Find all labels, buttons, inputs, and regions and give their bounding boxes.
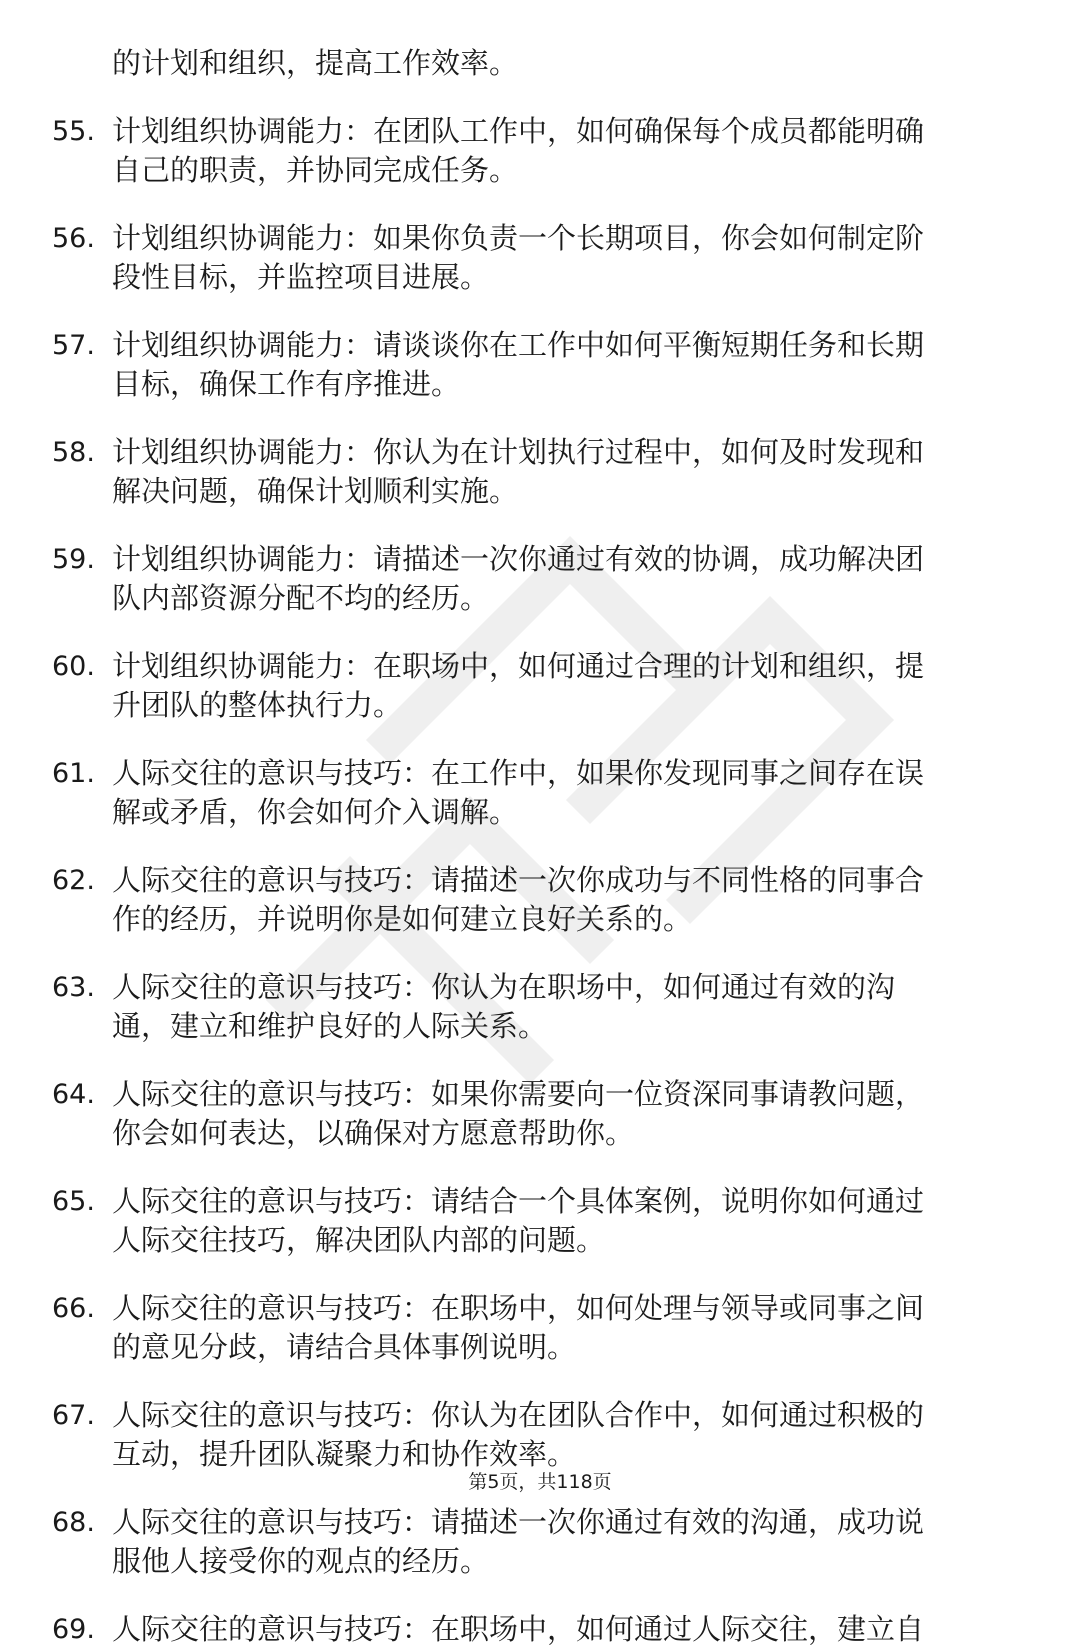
question-text-line: 人际交往的意识与技巧：请结合一个具体案例，说明你如何通过 bbox=[112, 1184, 925, 1218]
question-text-line: 计划组织协调能力：如果你负责一个长期项目，你会如何制定阶 bbox=[112, 221, 925, 255]
question-text-line: 的意见分歧，请结合具体事例说明。 bbox=[112, 1330, 577, 1364]
question-number: 61. bbox=[52, 758, 95, 789]
question-text-line: 通，建立和维护良好的人际关系。 bbox=[112, 1009, 548, 1043]
question-number: 60. bbox=[52, 651, 95, 682]
question-text bbox=[112, 968, 1012, 1046]
question-text-line: 人际交往的意识与技巧：你认为在职场中，如何通过有效的沟 bbox=[112, 970, 896, 1004]
question-text-line: 作的经历，并说明你是如何建立良好关系的。 bbox=[112, 902, 693, 936]
question-item bbox=[52, 861, 1012, 939]
question-text bbox=[112, 1289, 1012, 1367]
question-text bbox=[112, 1182, 1012, 1260]
question-number: 69. bbox=[52, 1614, 95, 1645]
question-text-line: 服他人接受你的观点的经历。 bbox=[112, 1544, 490, 1578]
question-text-line: 目标，确保工作有序推进。 bbox=[112, 367, 461, 401]
question-item bbox=[52, 647, 1012, 725]
question-item bbox=[52, 112, 1012, 190]
question-text-line: 人际交往技巧，解决团队内部的问题。 bbox=[112, 1223, 606, 1257]
question-text bbox=[112, 647, 1012, 725]
question-number: 56. bbox=[52, 223, 95, 254]
question-text-line: 人际交往的意识与技巧：你认为在团队合作中，如何通过积极的 bbox=[112, 1398, 925, 1432]
question-item bbox=[52, 326, 1012, 404]
question-text bbox=[112, 1396, 1012, 1474]
question-text bbox=[112, 112, 1012, 190]
question-text-line: 人际交往的意识与技巧：如果你需要向一位资深同事请教问题， bbox=[112, 1077, 925, 1111]
question-number: 66. bbox=[52, 1293, 95, 1324]
continuation-line: 的计划和组织，提高工作效率。 bbox=[112, 46, 519, 80]
question-text-line: 人际交往的意识与技巧：在工作中，如果你发现同事之间存在误 bbox=[112, 756, 925, 790]
question-item bbox=[52, 1610, 1012, 1649]
question-text-line: 计划组织协调能力：请谈谈你在工作中如何平衡短期任务和长期 bbox=[112, 328, 925, 362]
question-text-line: 升团队的整体执行力。 bbox=[112, 688, 403, 722]
question-text-line: 解或矛盾，你会如何介入调解。 bbox=[112, 795, 519, 829]
question-number: 65. bbox=[52, 1186, 95, 1217]
question-text-line: 队内部资源分配不均的经历。 bbox=[112, 581, 490, 615]
question-text-line: 你会如何表达，以确保对方愿意帮助你。 bbox=[112, 1116, 635, 1150]
question-number: 57. bbox=[52, 330, 95, 361]
question-number: 67. bbox=[52, 1400, 95, 1431]
page-footer: 第5页，共118页 bbox=[468, 1471, 612, 1493]
question-text-line: 人际交往的意识与技巧：请描述一次你成功与不同性格的同事合 bbox=[112, 863, 925, 897]
question-number: 64. bbox=[52, 1079, 95, 1110]
question-item bbox=[52, 433, 1012, 511]
question-text bbox=[112, 326, 1012, 404]
question-item bbox=[52, 1075, 1012, 1153]
question-item bbox=[52, 219, 1012, 297]
question-text-line: 段性目标，并监控项目进展。 bbox=[112, 260, 490, 294]
question-number: 55. bbox=[52, 116, 95, 147]
question-text bbox=[112, 219, 1012, 297]
question-item bbox=[52, 1503, 1012, 1581]
question-item bbox=[52, 1289, 1012, 1367]
question-text-line: 自己的职责，并协同完成任务。 bbox=[112, 153, 519, 187]
question-number: 63. bbox=[52, 972, 95, 1003]
question-text-line: 计划组织协调能力：你认为在计划执行过程中，如何及时发现和 bbox=[112, 435, 925, 469]
question-item bbox=[52, 1396, 1012, 1474]
question-text-line: 计划组织协调能力：在职场中，如何通过合理的计划和组织，提 bbox=[112, 649, 925, 683]
question-text bbox=[112, 1503, 1012, 1581]
question-text-line: 人际交往的意识与技巧：请描述一次你通过有效的沟通，成功说 bbox=[112, 1505, 925, 1539]
question-text-line: 人际交往的意识与技巧：在职场中，如何处理与领导或同事之间 bbox=[112, 1291, 925, 1325]
question-item bbox=[52, 754, 1012, 832]
question-text bbox=[112, 861, 1012, 939]
question-item bbox=[52, 968, 1012, 1046]
question-text bbox=[112, 1075, 1012, 1153]
question-text bbox=[112, 540, 1012, 618]
question-text-line: 计划组织协调能力：请描述一次你通过有效的协调，成功解决团 bbox=[112, 542, 925, 576]
question-number: 59. bbox=[52, 544, 95, 575]
question-number: 68. bbox=[52, 1507, 95, 1538]
question-number: 62. bbox=[52, 865, 95, 896]
question-text-line: 互动，提升团队凝聚力和协作效率。 bbox=[112, 1437, 577, 1471]
question-text bbox=[112, 433, 1012, 511]
question-item bbox=[52, 540, 1012, 618]
question-text-line: 计划组织协调能力：在团队工作中，如何确保每个成员都能明确 bbox=[112, 114, 925, 148]
question-text bbox=[112, 754, 1012, 832]
question-text-line: 解决问题，确保计划顺利实施。 bbox=[112, 474, 519, 508]
question-text-line: 人际交往的意识与技巧：在职场中，如何通过人际交往，建立自 bbox=[112, 1612, 925, 1646]
question-list bbox=[52, 44, 1012, 1649]
question-text bbox=[112, 1610, 1012, 1649]
question-item bbox=[52, 1182, 1012, 1260]
question-number: 58. bbox=[52, 437, 95, 468]
